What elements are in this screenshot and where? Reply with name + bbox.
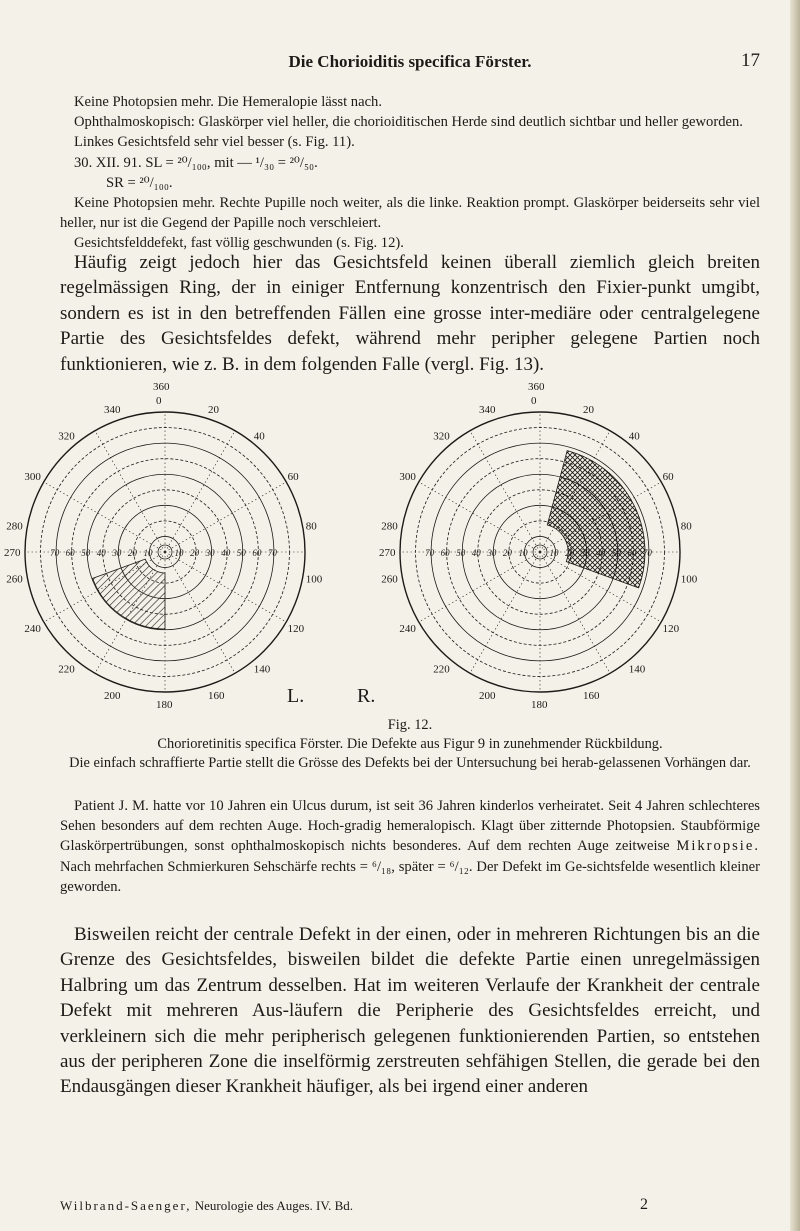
degree-label: 120 <box>662 623 680 635</box>
scale-label: 70 <box>50 548 60 558</box>
degree-label: 120 <box>287 623 305 635</box>
scale-label: 50 <box>611 548 621 558</box>
scale-label: 20 <box>190 548 200 558</box>
degree-label: 60 <box>287 471 299 483</box>
scale-label: 60 <box>627 548 637 558</box>
scale-label: 30 <box>205 548 215 558</box>
degree-label: 80 <box>680 520 692 533</box>
paragraph-text: Bisweilen reicht der centrale Defekt in der einen, oder in mehreren Richtungen bis an die Grenze des Gesichtsfeldes, bisweilen bildet die defekte Partie einen unregelmässigen Halbring um das Zentrum desselben. Hat im weiteren Verlaufe der Krankheit der centrale Defekt mit mehreren Aus-läufern die Peripherie des Gesichtsfeldes erreicht, und verkleinern sich die mehr peripherisch gelegenen funktionierenden Partien, so entstehen aus der peripheren Zone die inselförmig zerstreuten sehfähigen Stellen, die gerade bei den Endausgängen dieser Krankheit häufiger, als bei irgend einer anderen <box>60 924 760 1098</box>
degree-label: 200 <box>104 689 121 702</box>
degree-label: 180 <box>156 699 173 710</box>
patient-text-a: Patient J. M. hatte vor 10 Jahren ein Ulcus durum, ist seit 36 Jahren kinderlos verheiratet. Seit 4 Jahren schlechteres Sehen besonders auf dem rechten Auge. Hoch-gradig hemeralopisch. Klagt über zitternde Photopsien. Staubförmige Glaskörpertrübungen, sonst ophthalmoskopisch nichts besonderes. Auf dem rechten Auge zeitweise <box>60 798 760 855</box>
caption-line: Chorioretinitis specifica Förster. Die Defekte aus Figur 9 in zunehmender Rückbildung. <box>157 736 663 752</box>
scale-label: 20 <box>502 548 512 558</box>
defect-area <box>93 559 165 629</box>
scale-label: 70 <box>267 548 277 558</box>
page-edge <box>790 0 800 1231</box>
degree-label: 340 <box>104 404 121 417</box>
degree-label: 270 <box>4 547 21 559</box>
defect-area <box>547 451 645 588</box>
degree-label: 160 <box>582 689 600 702</box>
degree-label: 80 <box>305 520 317 533</box>
degree-label: 100 <box>680 573 698 586</box>
note-line: Ophthalmoskopisch: Glaskörper viel heller, die chorioiditischen Herde sind deutlich sichtbar und heller geworden. <box>74 114 743 131</box>
scale-label: 50 <box>81 548 91 558</box>
right-visual-field-chart <box>379 381 698 710</box>
right-eye-label: R. <box>357 685 376 707</box>
scale-label: 60 <box>440 548 450 558</box>
degree-label: 280 <box>6 520 23 533</box>
patient-paragraph <box>60 796 760 897</box>
degree-label: 0 <box>531 395 537 407</box>
degree-label: 260 <box>6 573 23 586</box>
degree-label: 240 <box>399 623 416 635</box>
note-line: SR = ²⁰/₁₀₀. <box>106 174 173 191</box>
left-visual-field-chart <box>4 381 323 710</box>
scale-label: 40 <box>96 548 106 558</box>
signature-mark: 2 <box>640 1196 648 1213</box>
degree-label: 260 <box>381 573 398 586</box>
body-paragraph-2 <box>60 922 760 1100</box>
figure-12 <box>0 340 800 710</box>
degree-label: 220 <box>433 663 450 676</box>
degree-label: 20 <box>582 404 594 417</box>
degree-label: 20 <box>207 404 219 417</box>
degree-label: 140 <box>628 663 646 676</box>
page-number: 17 <box>741 50 760 71</box>
degree-label: 60 <box>662 471 674 483</box>
note-line: Gesichtsfelddefekt, fast völlig geschwunden (s. Fig. 12). <box>74 235 404 252</box>
degree-label: 100 <box>305 573 323 586</box>
degree-label: 300 <box>24 471 41 483</box>
figure-label: Fig. 12. <box>387 717 433 733</box>
figure-caption <box>60 716 760 773</box>
running-title: Die Chorioiditis specifica Förster. <box>288 52 532 71</box>
degree-label: 320 <box>58 430 75 443</box>
scale-label: 60 <box>252 548 262 558</box>
scale-label: 70 <box>642 548 652 558</box>
scale-label: 50 <box>456 548 466 558</box>
scale-label: 40 <box>596 548 606 558</box>
spaced-term: Mikropsie. <box>676 838 760 855</box>
case-notes <box>60 92 760 254</box>
degree-label: 40 <box>253 430 265 443</box>
scale-label: 10 <box>549 548 559 558</box>
scale-label: 40 <box>221 548 231 558</box>
degree-label: 160 <box>207 689 225 702</box>
degree-label: 180 <box>531 699 548 710</box>
degree-label: 320 <box>433 430 450 443</box>
caption-line: Die einfach schraffierte Partie stellt die Grösse des Defekts bei der Untersuchung bei herab-gelassenen Vorhängen dar. <box>69 755 751 771</box>
degree-label: 360 <box>153 381 170 393</box>
degree-label: 200 <box>479 689 496 702</box>
scale-label: 40 <box>471 548 481 558</box>
degree-label: 300 <box>399 471 416 483</box>
scale-label: 20 <box>565 548 575 558</box>
scale-label: 10 <box>174 548 184 558</box>
degree-label: 270 <box>379 547 396 559</box>
degree-label: 220 <box>58 663 75 676</box>
degree-label: 280 <box>381 520 398 533</box>
page-header <box>60 50 760 76</box>
degree-label: 40 <box>628 430 640 443</box>
patient-text <box>60 796 760 897</box>
footer-authors: Wilbrand-Saenger, <box>60 1198 192 1213</box>
degree-label: 360 <box>528 381 545 393</box>
degree-label: 0 <box>156 395 162 407</box>
footer-book: Neurologie des Auges. IV. Bd. <box>194 1198 354 1213</box>
note-line: Keine Photopsien mehr. Die Hemeralopie lässt nach. <box>74 94 383 110</box>
scale-label: 10 <box>518 548 528 558</box>
scale-label: 30 <box>580 548 590 558</box>
scale-label: 70 <box>425 548 435 558</box>
scale-label: 30 <box>112 548 122 558</box>
note-line: Keine Photopsien mehr. Rechte Pupille noch weiter, als die linke. Reaktion prompt. Glaskörper beiderseits sehr viel heller, nur ist die Gegend der Papille noch verschleiert. <box>60 195 760 232</box>
page-footer <box>60 1198 760 1214</box>
scale-label: 60 <box>65 548 75 558</box>
degree-label: 140 <box>253 663 271 676</box>
degree-label: 340 <box>479 404 496 417</box>
scale-label: 50 <box>236 548 246 558</box>
degree-label: 240 <box>24 623 41 635</box>
paragraph-text: Häufig zeigt jedoch hier das Gesichtsfeld keinen überall ziemlich gleich breiten regelmässigen Ring, der in einiger Entfernung konzentrisch den Fixier-punkt umgibt, sondern es ist in den betreffenden Fällen eine grosse inter-mediäre oder centralgelegene Partie des Gesichtsfeldes defekt, während mehr peripher gelegene Partien noch funktionieren, wie z. B. in dem folgenden Falle (vergl. Fig. 13). <box>60 252 760 375</box>
note-line: Linkes Gesichtsfeld sehr viel besser (s. Fig. 11). <box>74 134 355 151</box>
scale-label: 10 <box>143 548 153 558</box>
patient-text-b: Nach mehrfachen Schmierkuren Sehschärfe rechts = ⁶/₁₈, später = ⁶/₁₂. Der Defekt im Ge-sichtsfelde wesentlich kleiner geworden. <box>60 858 760 895</box>
left-eye-label: L. <box>287 685 305 707</box>
note-line: 30. XII. 91. SL = ²⁰/₁₀₀, mit — ¹/₃₀ = ²⁰/₅₀. <box>74 154 318 171</box>
scale-label: 30 <box>487 548 497 558</box>
scale-label: 20 <box>127 548 137 558</box>
